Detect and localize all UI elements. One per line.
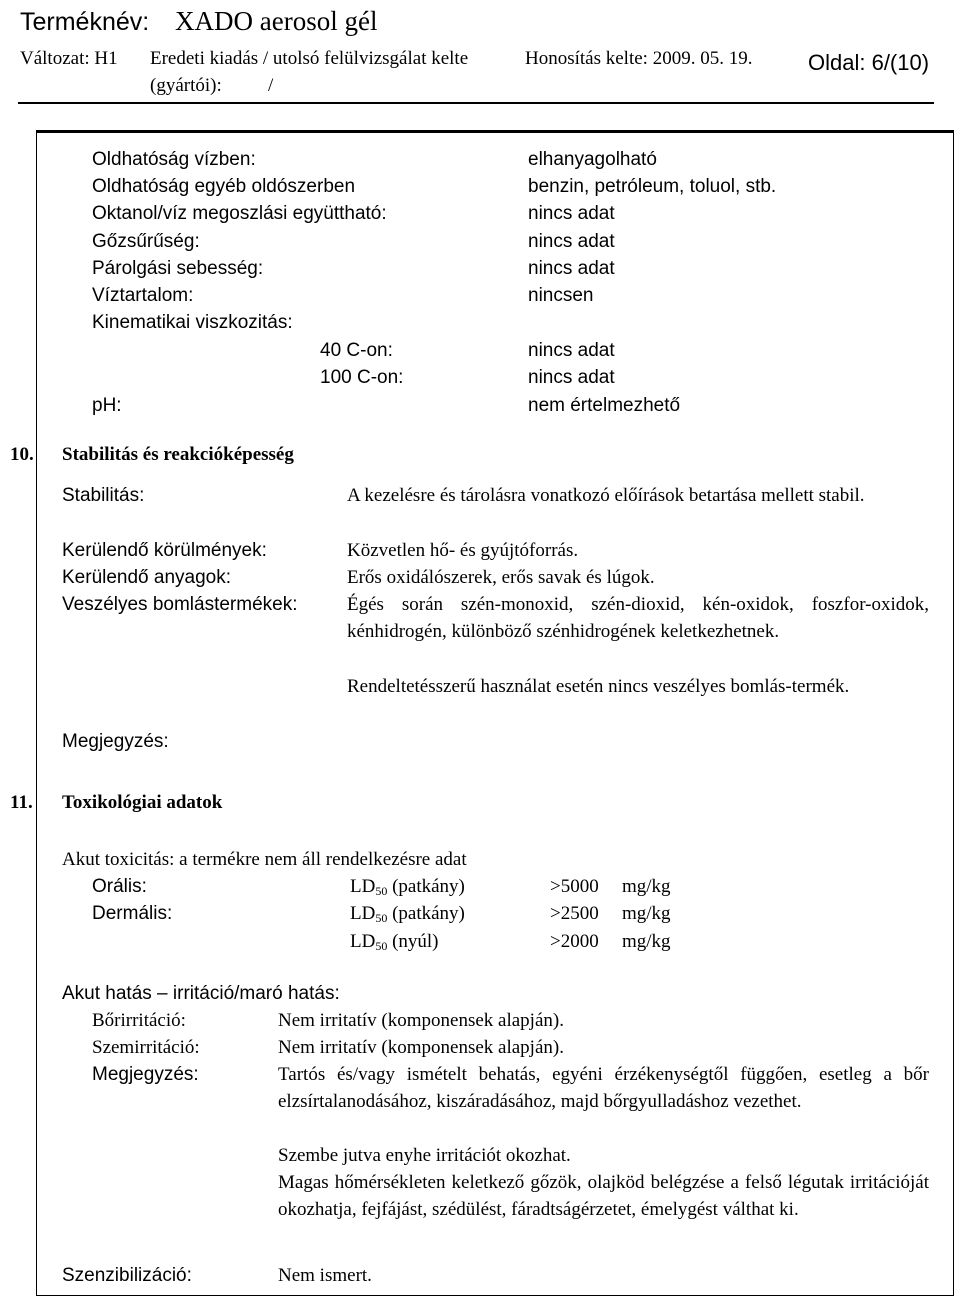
section-10-title: Stabilitás és reakcióképesség bbox=[62, 444, 294, 465]
decomposition-value: Égés során szén-monoxid, szén-dioxid, kén-oxidok, foszfor-oxidok, kénhidrogén, különböző szénhidrogének keletkezhetnek. bbox=[347, 594, 929, 642]
version: Változat: H1 bbox=[20, 48, 118, 69]
skin-value: Nem irritatív (komponensek alapján). bbox=[278, 1010, 564, 1031]
tox-route: Dermális: bbox=[92, 903, 173, 924]
tox-ld: $LD_{50}$ (nyúl) bbox=[350, 931, 439, 953]
tox-unit: mg/kg bbox=[622, 903, 671, 924]
sensitization-label: Szenzibilizáció: bbox=[62, 1265, 192, 1286]
prop-label: Kinematikai viszkozitás: bbox=[92, 312, 293, 333]
stability-value: A kezelésre és tárolásra vonatkozó előírások betartása mellett stabil. bbox=[347, 485, 865, 506]
remark-label: Megjegyzés: bbox=[92, 1064, 199, 1085]
product-name: XADO aerosol gél bbox=[175, 6, 378, 36]
note-text: Rendeltetésszerű használat esetén nincs veszélyes bomlás-termék. bbox=[347, 676, 850, 697]
prop-value: nincs adat bbox=[528, 367, 615, 388]
tox-unit: mg/kg bbox=[622, 876, 671, 897]
manufacturer-slash: / bbox=[268, 75, 274, 96]
remark-value-3: Magas hőmérsékleten keletkező gőzök, olajköd belégzése a felső légutak irritációját okozhatja, fejfájást, szédülést, fáradtságérzetet, émelygést válthat ki. bbox=[278, 1172, 929, 1220]
validation-date: Honosítás kelte: 2009. 05. 19. bbox=[525, 48, 753, 69]
prop-label: Víztartalom: bbox=[92, 285, 194, 306]
skin-label: Bőrirritáció: bbox=[92, 1010, 186, 1031]
tox-route: Orális: bbox=[92, 876, 147, 897]
tox-ld: $LD_{50}$ (patkány) bbox=[350, 903, 465, 925]
manufacturer-label: (gyártói): bbox=[150, 75, 222, 96]
tox-value: >2500 bbox=[550, 903, 599, 924]
tox-unit: mg/kg bbox=[622, 931, 671, 952]
prop-label: Oldhatóság egyéb oldószerben bbox=[92, 176, 356, 197]
tox-ld: $LD_{50}$ (patkány) bbox=[350, 876, 465, 898]
prop-value: benzin, petróleum, toluol, stb. bbox=[528, 176, 777, 197]
prop-value: nincs adat bbox=[528, 203, 615, 224]
section-11-title: Toxikológiai adatok bbox=[62, 792, 223, 813]
original-issue: Eredeti kiadás / utolsó felülvizsgálat kelte bbox=[150, 48, 469, 69]
acute-toxicity: Akut toxicitás: a termékre nem áll rendelkezésre adat bbox=[62, 849, 467, 870]
prop-label: Gőzsűrűség: bbox=[92, 231, 200, 252]
prop-label: Párolgási sebesség: bbox=[92, 258, 264, 279]
prop-value: elhanyagolható bbox=[528, 149, 657, 170]
prop-value: nem értelmezhető bbox=[528, 395, 681, 416]
remark-value-2: Szembe jutva enyhe irritációt okozhat. bbox=[278, 1145, 571, 1166]
prop-label: Oktanol/víz megoszlási együttható: bbox=[92, 203, 387, 224]
materials-value: Erős oxidálószerek, erős savak és lúgok. bbox=[347, 567, 655, 588]
prop-value: nincs adat bbox=[528, 231, 615, 252]
eye-label: Szemirritáció: bbox=[92, 1037, 200, 1058]
remark-value-1: Tartós és/vagy ismételt behatás, egyéni érzékenységtől függően, esetleg a bőr elzsírtalanodásához, kiszáradásához, majd bőrgyulladáshoz vezethet. bbox=[278, 1064, 929, 1112]
conditions-label: Kerülendő körülmények: bbox=[62, 540, 267, 561]
prop-label: 40 C-on: bbox=[320, 340, 393, 361]
page-number: Oldal: 6/(10) bbox=[808, 50, 930, 75]
conditions-value: Közvetlen hő- és gyújtóforrás. bbox=[347, 540, 579, 561]
decomposition-label: Veszélyes bomlástermékek: bbox=[62, 594, 298, 615]
tox-value: >2000 bbox=[550, 931, 599, 952]
prop-label: pH: bbox=[92, 395, 122, 416]
prop-label: 100 C-on: bbox=[320, 367, 404, 388]
prop-value: nincsen bbox=[528, 285, 594, 306]
sensitization-value: Nem ismert. bbox=[278, 1265, 372, 1286]
prop-label: Oldhatóság vízben: bbox=[92, 149, 256, 170]
prop-value: nincs adat bbox=[528, 340, 615, 361]
section-11-number: 11. bbox=[10, 792, 33, 813]
acute-effect: Akut hatás – irritáció/maró hatás: bbox=[62, 983, 340, 1004]
eye-value: Nem irritatív (komponensek alapján). bbox=[278, 1037, 564, 1058]
header-rule bbox=[18, 102, 934, 104]
materials-label: Kerülendő anyagok: bbox=[62, 567, 232, 588]
note-label: Megjegyzés: bbox=[62, 731, 169, 752]
tox-value: >5000 bbox=[550, 876, 599, 897]
stability-label: Stabilitás: bbox=[62, 485, 145, 506]
product-label: Terméknév: bbox=[20, 8, 150, 36]
section-10-number: 10. bbox=[10, 444, 34, 465]
prop-value: nincs adat bbox=[528, 258, 615, 279]
